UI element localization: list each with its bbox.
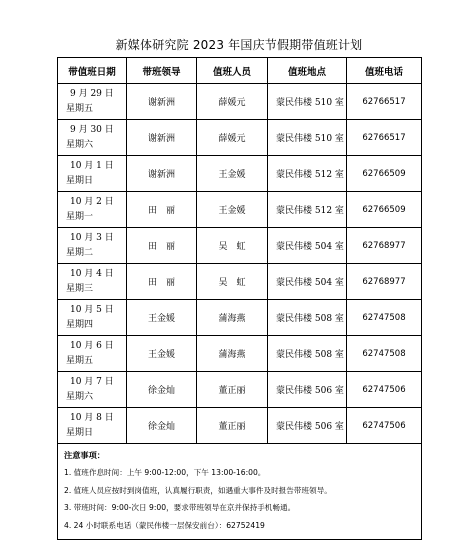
cell-leader: 谢新洲 — [127, 84, 197, 120]
cell-date — [58, 156, 127, 192]
notes-row — [58, 444, 422, 540]
weekday-text: 星期日 — [66, 175, 94, 186]
weekday-text: 星期三 — [66, 283, 94, 294]
weekday-text: 星期日 — [66, 427, 94, 438]
weekday-text: 星期六 — [66, 391, 94, 402]
cell-staff: 董正丽 — [197, 408, 268, 444]
cell-place: 蒙民伟楼 506 室 — [268, 408, 347, 444]
cell-place: 蒙民伟楼 508 室 — [268, 336, 347, 372]
cell-date — [58, 264, 127, 300]
cell-phone: 62747506 — [347, 372, 422, 408]
weekday-text: 星期四 — [66, 319, 94, 330]
cell-phone: 62766509 — [347, 192, 422, 228]
cell-leader: 王金媛 — [127, 336, 197, 372]
cell-phone: 62766517 — [347, 84, 422, 120]
duty-schedule-table — [57, 57, 422, 540]
cell-place: 蒙民伟楼 508 室 — [268, 300, 347, 336]
cell-phone: 62747508 — [347, 336, 422, 372]
cell-leader: 谢新洲 — [127, 156, 197, 192]
cell-place: 蒙民伟楼 506 室 — [268, 372, 347, 408]
cell-place: 蒙民伟楼 512 室 — [268, 156, 347, 192]
note-item: 1. 值班作息时间：上午 9:00-12:00，下午 13:00-16:00。 — [64, 468, 266, 477]
cell-leader: 王金媛 — [127, 300, 197, 336]
date-text: 10 月 5 日 — [70, 304, 114, 315]
cell-date — [58, 192, 127, 228]
table-row — [58, 156, 422, 192]
cell-leader: 田 丽 — [127, 192, 197, 228]
cell-staff: 吴 虹 — [197, 228, 268, 264]
table-row — [58, 120, 422, 156]
date-text: 10 月 1 日 — [70, 160, 114, 171]
table-row — [58, 300, 422, 336]
cell-date — [58, 84, 127, 120]
header-phone: 值班电话 — [347, 58, 422, 84]
date-text: 10 月 4 日 — [70, 268, 114, 279]
cell-leader: 徐金灿 — [127, 372, 197, 408]
notes-section — [58, 444, 422, 540]
weekday-text: 星期五 — [66, 355, 94, 366]
cell-staff: 董正丽 — [197, 372, 268, 408]
cell-leader: 田 丽 — [127, 264, 197, 300]
cell-leader: 田 丽 — [127, 228, 197, 264]
notes-heading: 注意事项： — [64, 450, 105, 460]
cell-place: 蒙民伟楼 504 室 — [268, 228, 347, 264]
cell-staff: 蒲海燕 — [197, 336, 268, 372]
cell-place: 蒙民伟楼 510 室 — [268, 84, 347, 120]
cell-phone: 62768977 — [347, 264, 422, 300]
date-text: 10 月 8 日 — [70, 412, 114, 423]
cell-place: 蒙民伟楼 504 室 — [268, 264, 347, 300]
cell-staff: 薛媛元 — [197, 84, 268, 120]
table-row — [58, 372, 422, 408]
header-place: 值班地点 — [268, 58, 347, 84]
table-row — [58, 336, 422, 372]
table-row — [58, 408, 422, 444]
cell-leader: 谢新洲 — [127, 120, 197, 156]
table-row — [58, 84, 422, 120]
table-row — [58, 264, 422, 300]
cell-staff: 王金媛 — [197, 192, 268, 228]
cell-date — [58, 228, 127, 264]
cell-staff: 蒲海燕 — [197, 300, 268, 336]
weekday-text: 星期二 — [66, 247, 94, 258]
date-text: 10 月 3 日 — [70, 232, 114, 243]
table-header-row — [58, 58, 422, 84]
date-text: 10 月 2 日 — [70, 196, 114, 207]
cell-date — [58, 408, 127, 444]
date-text: 10 月 6 日 — [70, 340, 114, 351]
cell-phone: 62747508 — [347, 300, 422, 336]
header-date: 带值班日期 — [58, 58, 127, 84]
date-text: 9 月 30 日 — [70, 124, 114, 135]
cell-staff: 薛媛元 — [197, 120, 268, 156]
cell-phone: 62766517 — [347, 120, 422, 156]
table-row — [58, 192, 422, 228]
cell-place: 蒙民伟楼 512 室 — [268, 192, 347, 228]
cell-date — [58, 120, 127, 156]
header-leader: 带班领导 — [127, 58, 197, 84]
date-text: 10 月 7 日 — [70, 376, 114, 387]
cell-date — [58, 300, 127, 336]
weekday-text: 星期五 — [66, 103, 94, 114]
note-item: 2. 值班人员应按时到岗值班，认真履行职责，如遇重大事件及时报告带班领导。 — [64, 485, 332, 495]
weekday-text: 星期一 — [66, 211, 94, 222]
note-item: 3. 带班时间：9:00-次日 9:00，要求带班领导在京并保持手机畅通。 — [64, 503, 296, 512]
document-title: 新媒体研究院 2023 年国庆节假期带值班计划 — [115, 38, 363, 52]
table-body — [58, 84, 422, 444]
cell-phone: 62768977 — [347, 228, 422, 264]
cell-place: 蒙民伟楼 510 室 — [268, 120, 347, 156]
cell-phone: 62747506 — [347, 408, 422, 444]
date-text: 9 月 29 日 — [70, 88, 114, 99]
weekday-text: 星期六 — [66, 139, 94, 150]
cell-staff: 吴 虹 — [197, 264, 268, 300]
cell-date — [58, 336, 127, 372]
table-row — [58, 228, 422, 264]
note-item: 4. 24 小时联系电话（蒙民伟楼一层保安前台）：62752419 — [64, 520, 265, 530]
cell-staff: 王金媛 — [197, 156, 268, 192]
cell-leader: 徐金灿 — [127, 408, 197, 444]
cell-date — [58, 372, 127, 408]
header-staff: 值班人员 — [197, 58, 268, 84]
cell-phone: 62766509 — [347, 156, 422, 192]
